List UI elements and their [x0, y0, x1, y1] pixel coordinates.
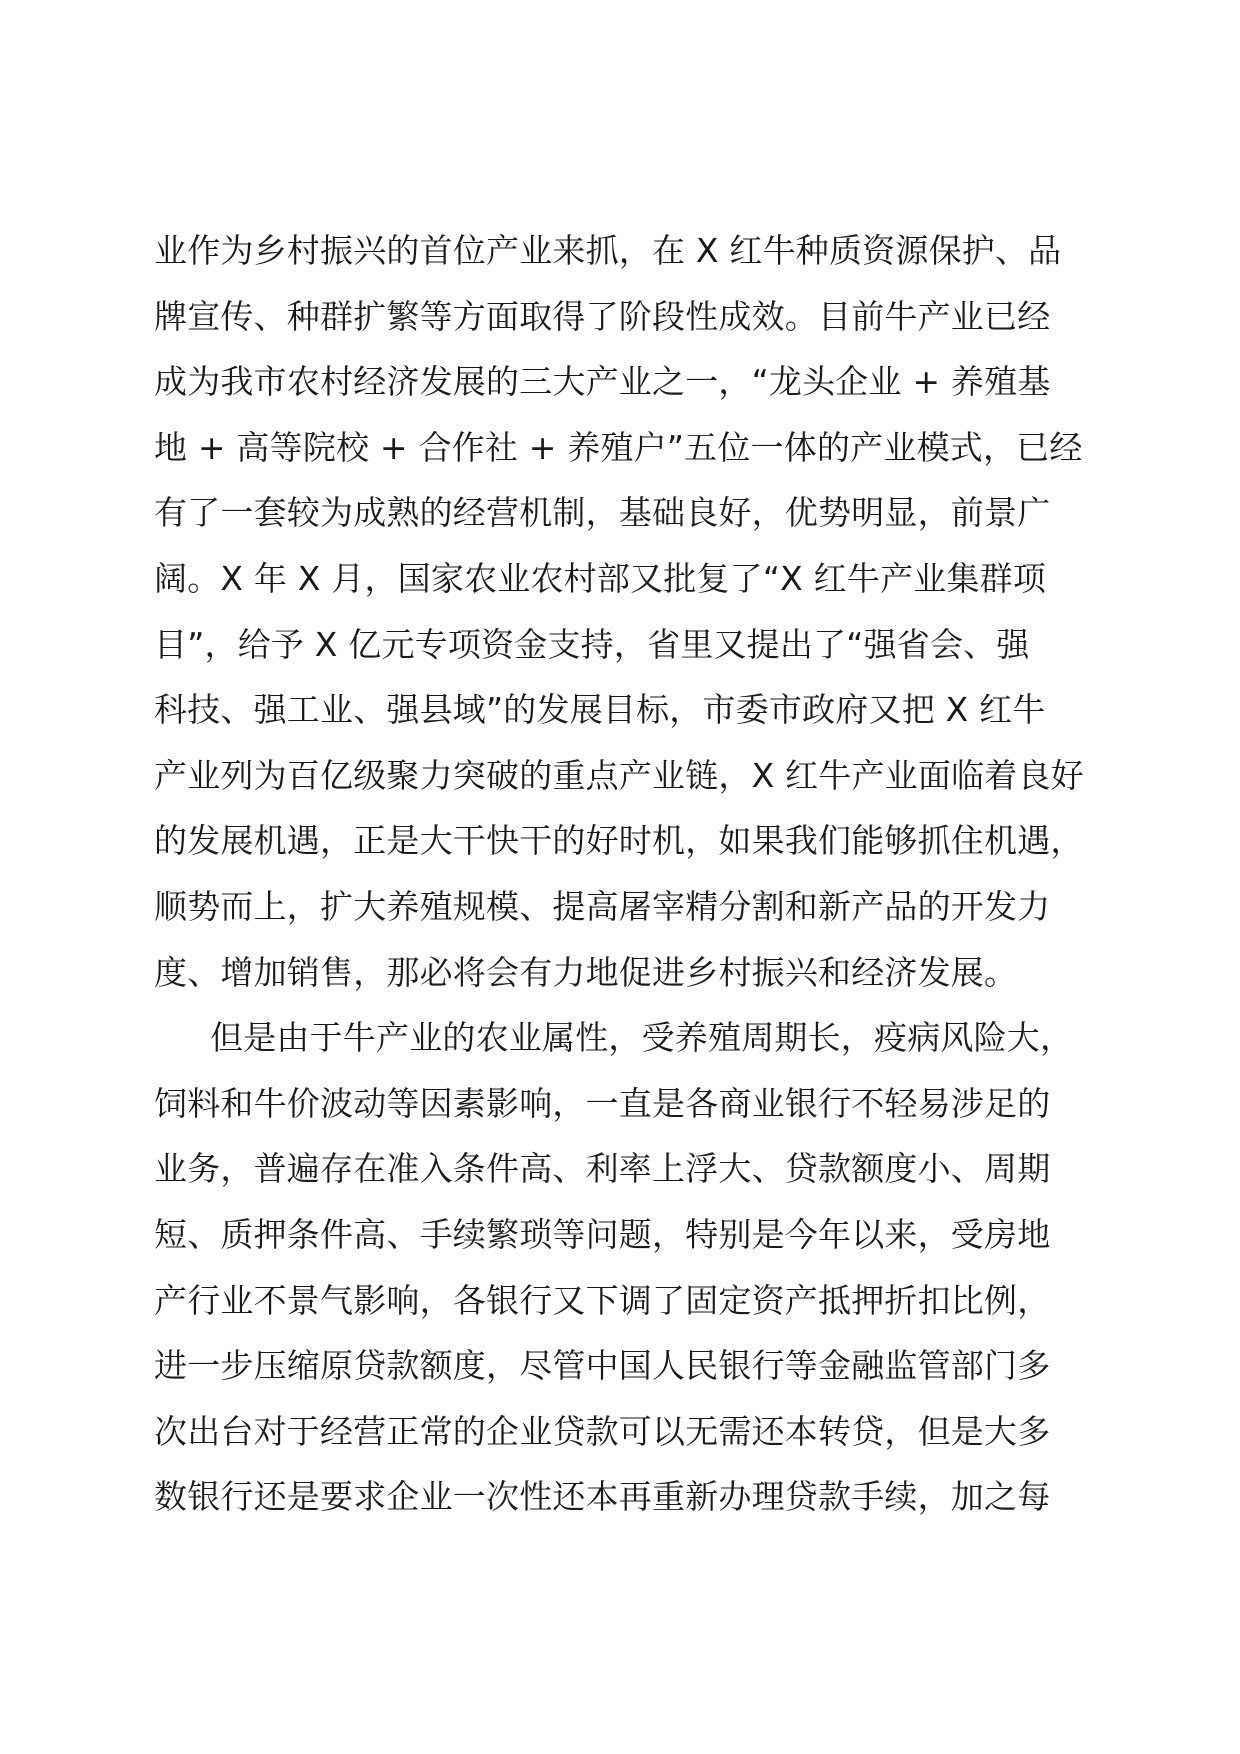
paragraph-line: 度、增加销售，那必将会有力地促进乡村振兴和经济发展。: [154, 952, 1018, 992]
paragraph-line: 产业列为百亿级聚力突破的重点产业链，X 红牛产业面临着良好: [154, 755, 1084, 795]
paragraph-line: 的发展机遇，正是大干快干的好时机，如果我们能够抓住机遇，: [154, 821, 1084, 861]
paragraph-line: 成为我市农村经济发展的三大产业之一，“龙头企业 + 养殖基: [154, 362, 1051, 402]
paragraph-line: 业作为乡村振兴的首位产业来抓，在 X 红牛种质资源保护、品: [154, 231, 1062, 270]
paragraph-line: 顺势而上，扩大养殖规模、提高屠宰精分割和新产品的开发力: [154, 886, 1051, 926]
paragraph-line: 业务，普遍存在准入条件高、利率上浮大、贷款额度小、周期: [154, 1149, 1051, 1189]
paragraph-line: 牌宣传、种群扩繁等方面取得了阶段性成效。目前牛产业已经: [154, 296, 1051, 336]
paragraph-first-line: 但是由于牛产业的农业属性，受养殖周期长，疫病风险大，: [210, 1018, 1074, 1058]
paragraph-1: [154, 218, 1094, 1005]
paragraph-line: 目”，给予 X 亿元专项资金支持，省里又提出了“强省会、强: [154, 624, 1030, 664]
paragraph-line: 科技、强工业、强县域”的发展目标，市委市政府又把 X 红牛: [154, 690, 1046, 730]
paragraph-line: 进一步压缩原贷款额度，尽管中国人民银行等金融监管部门多: [154, 1346, 1051, 1386]
document-page: [154, 218, 1094, 1530]
paragraph-2: [154, 1005, 1094, 1530]
paragraph-line: 阔。X 年 X 月，国家农业农村部又批复了“X 红牛产业集群项: [154, 558, 1047, 598]
paragraph-line: 短、质押条件高、手续繁琐等问题，特别是今年以来，受房地: [154, 1214, 1051, 1254]
paragraph-line: 有了一套较为成熟的经营机制，基础良好，优势明显，前景广: [154, 493, 1051, 533]
paragraph-line: 饲料和牛价波动等因素影响，一直是各商业银行不轻易涉足的: [154, 1083, 1051, 1123]
paragraph-line: 次出台对于经营正常的企业贷款可以无需还本转贷，但是大多: [154, 1411, 1051, 1451]
paragraph-line: 数银行还是要求企业一次性还本再重新办理贷款手续，加之每: [154, 1477, 1051, 1517]
paragraph-line: 地 + 高等院校 + 合作社 + 养殖户”五位一体的产业模式，已经: [154, 427, 1083, 467]
paragraph-line: 产行业不景气影响，各银行又下调了固定资产抵押折扣比例，: [154, 1280, 1051, 1320]
